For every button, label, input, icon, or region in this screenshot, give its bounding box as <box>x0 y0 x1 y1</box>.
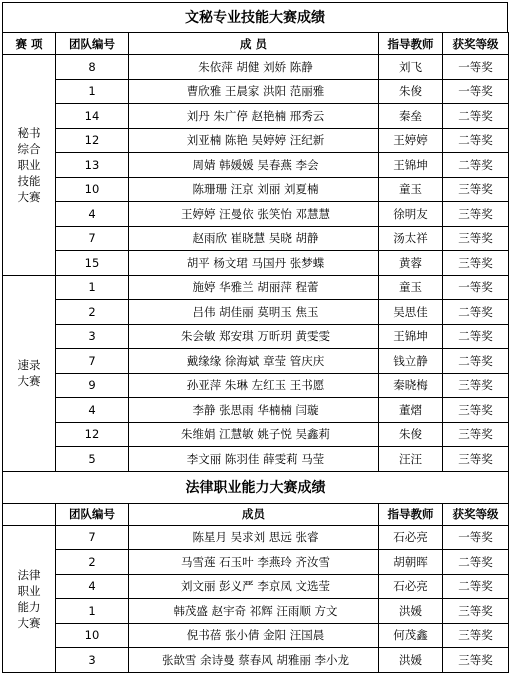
table-row <box>3 574 509 599</box>
teacher-cell: 童玉 <box>379 275 443 300</box>
members-cell: 李静 张思雨 华楠楠 闫璇 <box>129 398 379 423</box>
team-number-cell: 3 <box>56 648 129 673</box>
teacher-cell: 秦晓梅 <box>379 373 443 398</box>
header-award: 获奖等级 <box>443 503 509 525</box>
teacher-cell: 秦垒 <box>379 104 443 129</box>
table-row <box>3 349 509 374</box>
table-row <box>3 128 509 153</box>
team-number-cell: 10 <box>56 623 129 648</box>
award-cell: 三等奖 <box>443 599 509 624</box>
table-row <box>3 648 509 673</box>
table-row <box>3 422 509 447</box>
members-cell: 周婧 韩媛媛 吴春燕 李会 <box>129 153 379 178</box>
teacher-cell: 吴思佳 <box>379 300 443 325</box>
team-number-cell: 4 <box>56 574 129 599</box>
table-row <box>3 104 509 129</box>
table-row <box>3 79 509 104</box>
members-cell: 陈星月 吴求刘 思远 张睿 <box>129 525 379 550</box>
header-teacher: 指导教师 <box>379 503 443 525</box>
teacher-cell: 钱立静 <box>379 349 443 374</box>
teacher-cell: 朱俊 <box>379 79 443 104</box>
team-number-cell: 10 <box>56 177 129 202</box>
teacher-cell: 黄蓉 <box>379 251 443 276</box>
award-cell: 一等奖 <box>443 79 509 104</box>
award-cell: 三等奖 <box>443 623 509 648</box>
award-cell: 三等奖 <box>443 226 509 251</box>
award-cell: 二等奖 <box>443 574 509 599</box>
team-number-cell: 13 <box>56 153 129 178</box>
teacher-cell: 童玉 <box>379 177 443 202</box>
table-row <box>3 226 509 251</box>
table-row <box>3 525 509 550</box>
table-row <box>3 373 509 398</box>
teacher-cell: 石必亮 <box>379 574 443 599</box>
team-number-cell: 15 <box>56 251 129 276</box>
team-number-cell: 7 <box>56 226 129 251</box>
award-cell: 三等奖 <box>443 177 509 202</box>
award-cell: 二等奖 <box>443 128 509 153</box>
team-number-cell: 3 <box>56 324 129 349</box>
members-cell: 朱依萍 胡健 刘娇 陈静 <box>129 55 379 80</box>
award-cell: 三等奖 <box>443 422 509 447</box>
members-cell: 陈珊珊 汪京 刘丽 刘夏楠 <box>129 177 379 202</box>
header-category-blank <box>3 503 56 525</box>
award-cell: 二等奖 <box>443 349 509 374</box>
team-number-cell: 14 <box>56 104 129 129</box>
members-cell: 施婷 华雅兰 胡丽萍 程蕾 <box>129 275 379 300</box>
team-number-cell: 12 <box>56 422 129 447</box>
award-cell: 三等奖 <box>443 398 509 423</box>
teacher-cell: 徐明友 <box>379 202 443 227</box>
team-number-cell: 8 <box>56 55 129 80</box>
team-number-cell: 5 <box>56 447 129 472</box>
members-cell: 朱会敏 郑安琪 万昕玥 黄雯雯 <box>129 324 379 349</box>
members-cell: 胡平 杨文珺 马国丹 张梦蝶 <box>129 251 379 276</box>
team-number-cell: 2 <box>56 550 129 575</box>
award-cell: 二等奖 <box>443 300 509 325</box>
members-cell: 李文丽 陈羽佳 薛雯莉 马莹 <box>129 447 379 472</box>
team-number-cell: 7 <box>56 525 129 550</box>
members-cell: 刘文丽 彭义严 李京凤 文选莹 <box>129 574 379 599</box>
members-cell: 曹欣雅 王晨家 洪阳 范丽雅 <box>129 79 379 104</box>
header-category: 赛 项 <box>3 33 56 55</box>
table-row <box>3 398 509 423</box>
members-cell: 吕伟 胡佳丽 莫明玉 焦玉 <box>129 300 379 325</box>
team-number-cell: 1 <box>56 275 129 300</box>
section1-header-row <box>3 33 509 55</box>
teacher-cell: 王锦坤 <box>379 324 443 349</box>
table-row <box>3 447 509 472</box>
teacher-cell: 洪媛 <box>379 599 443 624</box>
teacher-cell: 胡朝晖 <box>379 550 443 575</box>
teacher-cell: 王锦坤 <box>379 153 443 178</box>
members-cell: 韩茂盛 赵宇奇 祁辉 汪雨顺 方文 <box>129 599 379 624</box>
section1-title: 文秘专业技能大赛成绩 <box>2 2 508 32</box>
table-row <box>3 202 509 227</box>
award-cell: 二等奖 <box>443 324 509 349</box>
table-row <box>3 550 509 575</box>
category-cell: 速录 大赛 <box>3 275 56 471</box>
teacher-cell: 董熠 <box>379 398 443 423</box>
header-teacher: 指导教师 <box>379 33 443 55</box>
award-cell: 二等奖 <box>443 550 509 575</box>
members-cell: 张歆雪 余诗曼 蔡春风 胡雅丽 李小龙 <box>129 648 379 673</box>
section2-header-row <box>3 503 509 525</box>
teacher-cell: 刘飞 <box>379 55 443 80</box>
category-cell: 法律 职业 能力 大赛 <box>3 525 56 672</box>
table-row <box>3 251 509 276</box>
header-members: 成 员 <box>129 33 379 55</box>
section2-title: 法律职业能力大赛成绩 <box>3 471 509 503</box>
team-number-cell: 9 <box>56 373 129 398</box>
members-cell: 孙亚萍 朱琳 左红玉 王书愿 <box>129 373 379 398</box>
team-number-cell: 1 <box>56 599 129 624</box>
team-number-cell: 7 <box>56 349 129 374</box>
team-number-cell: 4 <box>56 398 129 423</box>
team-number-cell: 1 <box>56 79 129 104</box>
category-cell: 秘书 综合 职业 技能 大赛 <box>3 55 56 276</box>
members-cell: 朱维娟 江慧敏 姚子悦 吴鑫莉 <box>129 422 379 447</box>
members-cell: 刘亚楠 陈艳 吴婷婷 汪纪新 <box>129 128 379 153</box>
teacher-cell: 何茂鑫 <box>379 623 443 648</box>
team-number-cell: 4 <box>56 202 129 227</box>
award-cell: 二等奖 <box>443 104 509 129</box>
award-cell: 三等奖 <box>443 373 509 398</box>
header-team: 团队编号 <box>56 503 129 525</box>
members-cell: 王婷婷 汪曼依 张笑怡 邓慧慧 <box>129 202 379 227</box>
table-row <box>3 599 509 624</box>
table-row <box>3 324 509 349</box>
table-row <box>3 300 509 325</box>
teacher-cell: 朱俊 <box>379 422 443 447</box>
header-members: 成员 <box>129 503 379 525</box>
award-cell: 二等奖 <box>443 153 509 178</box>
team-number-cell: 2 <box>56 300 129 325</box>
award-cell: 一等奖 <box>443 55 509 80</box>
results-page <box>2 2 508 673</box>
teacher-cell: 汪汪 <box>379 447 443 472</box>
header-team: 团队编号 <box>56 33 129 55</box>
header-award: 获奖等级 <box>443 33 509 55</box>
award-cell: 三等奖 <box>443 251 509 276</box>
table-row <box>3 153 509 178</box>
award-cell: 一等奖 <box>443 525 509 550</box>
members-cell: 马雪莲 石玉叶 李燕玲 齐汝雪 <box>129 550 379 575</box>
teacher-cell: 王婷婷 <box>379 128 443 153</box>
results-table <box>2 32 509 673</box>
award-cell: 三等奖 <box>443 202 509 227</box>
table-row <box>3 275 509 300</box>
teacher-cell: 洪媛 <box>379 648 443 673</box>
teacher-cell: 汤太祥 <box>379 226 443 251</box>
members-cell: 倪书蓓 张小倩 金阳 汪国晨 <box>129 623 379 648</box>
members-cell: 戴缘缘 徐海斌 章莹 管庆庆 <box>129 349 379 374</box>
award-cell: 三等奖 <box>443 648 509 673</box>
award-cell: 三等奖 <box>443 447 509 472</box>
table-row <box>3 623 509 648</box>
award-cell: 一等奖 <box>443 275 509 300</box>
team-number-cell: 12 <box>56 128 129 153</box>
members-cell: 赵雨欣 崔晓慧 吴晓 胡静 <box>129 226 379 251</box>
members-cell: 刘丹 朱广停 赵艳楠 邢秀云 <box>129 104 379 129</box>
teacher-cell: 石必亮 <box>379 525 443 550</box>
section2-title-row <box>3 471 509 503</box>
table-row <box>3 177 509 202</box>
table-row <box>3 55 509 80</box>
